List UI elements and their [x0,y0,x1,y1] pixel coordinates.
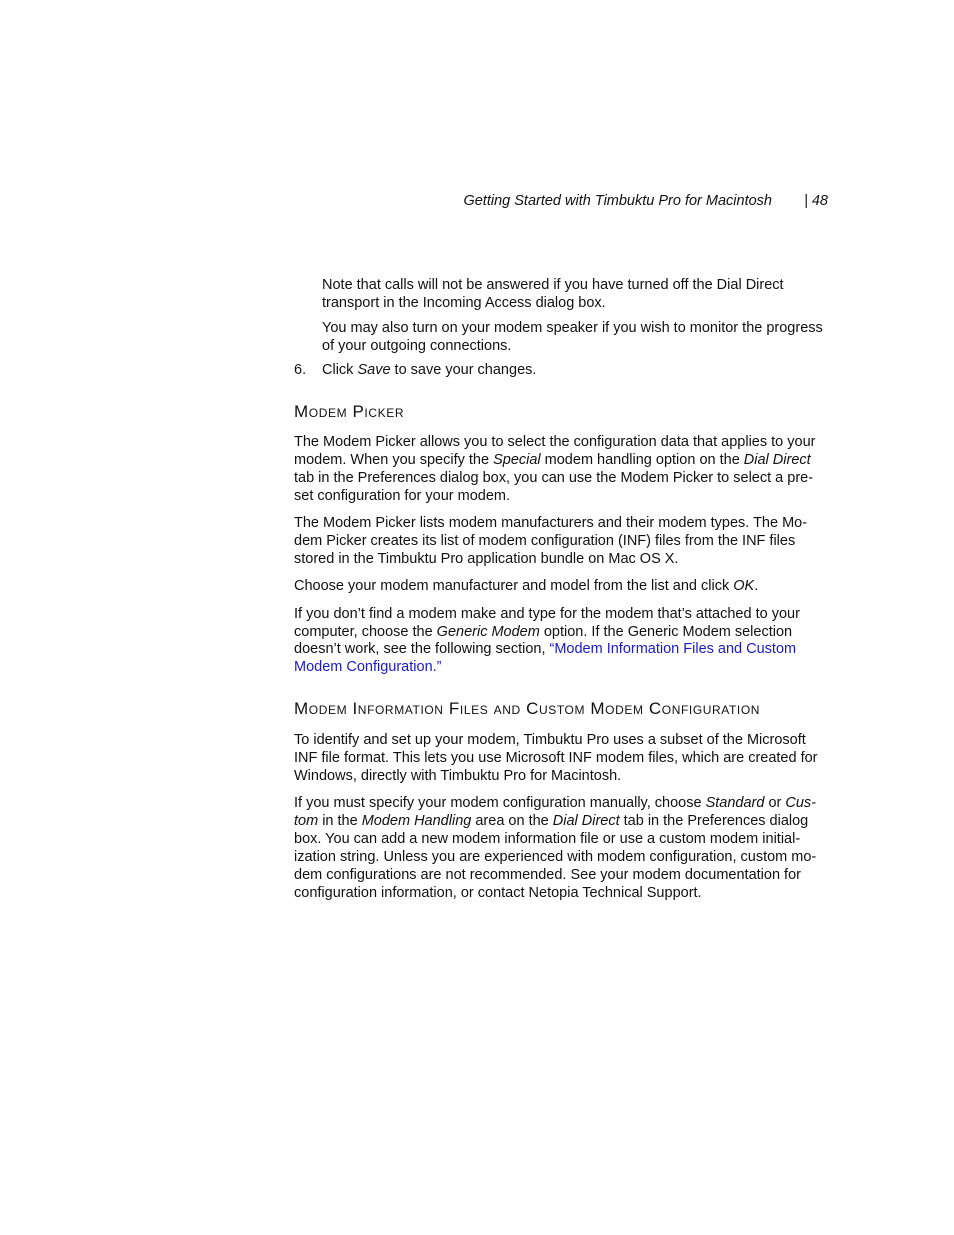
page-body [294,0,830,1235]
note-line: You may also turn on your modem speaker if you wish to monitor the progress [322,320,823,336]
paragraph-line: dem Picker creates its list of modem configuration (INF) files from the INF files [294,533,796,549]
header-title: Getting Started with Timbuktu Pro for Macintosh [463,193,772,209]
cross-reference-link-continued[interactable]: Modem Configuration.” [294,659,442,675]
paragraph-line: INF file format. This lets you use Microsoft INF modem files, which are created for [294,750,818,766]
paragraph-line: tab in the Preferences dialog box, you can use the Modem Picker to select a pre- [294,470,814,486]
note-line: transport in the Incoming Access dialog box. [322,295,606,311]
step-text: Click Save to save your changes. [322,362,537,378]
paragraph-line [294,658,442,676]
paragraph-line: set configuration for your modem. [294,488,510,504]
cross-reference-link[interactable]: “Modem Information Files and Custom [549,641,797,657]
paragraph-line: The Modem Picker allows you to select the configuration data that applies to your [294,434,816,450]
paragraph-line: If you must specify your modem configuration manually, choose Standard or Cus- [294,795,817,811]
paragraph-line: computer, choose the Generic Modem option. If the Generic Modem selection [294,624,793,640]
note-line: Note that calls will not be answered if you have turned off the Dial Direct [322,277,784,293]
paragraph-line: dem configurations are not recommended. See your modem documentation for [294,867,801,883]
paragraph-line: ization string. Unless you are experienced with modem configuration, custom mo- [294,849,817,865]
paragraph-line: box. You can add a new modem information file or use a custom modem initial- [294,831,801,847]
paragraph-line: If you don’t find a modem make and type for the modem that’s attached to your [294,606,800,622]
paragraph-line: doesn’t work, see the following section, “Modem Information Files and Custom [294,641,797,657]
paragraph-line: Windows, directly with Timbuktu Pro for Macintosh. [294,768,622,784]
paragraph-line: To identify and set up your modem, Timbuktu Pro uses a subset of the Microsoft [294,732,806,748]
page-number: | 48 [804,193,828,209]
step-number: 6. [294,362,307,378]
paragraph-line: stored in the Timbuktu Pro application bundle on Mac OS X. [294,551,679,567]
section-heading-modem-information-files: Modem Information Files and Custom Modem Configuration [294,699,761,718]
paragraph-line: The Modem Picker lists modem manufacturers and their modem types. The Mo- [294,515,808,531]
paragraph-line: tom in the Modem Handling area on the Dial Direct tab in the Preferences dialog [294,813,809,829]
paragraph-line: modem. When you specify the Special modem handling option on the Dial Direct [294,452,811,468]
save-emphasis: Save [357,362,391,378]
section-heading-modem-picker: Modem Picker [294,402,405,421]
note-line: of your outgoing connections. [322,338,512,354]
paragraph-line: configuration information, or contact Netopia Technical Support. [294,885,702,901]
paragraph-line: Choose your modem manufacturer and model from the list and click OK. [294,578,759,594]
